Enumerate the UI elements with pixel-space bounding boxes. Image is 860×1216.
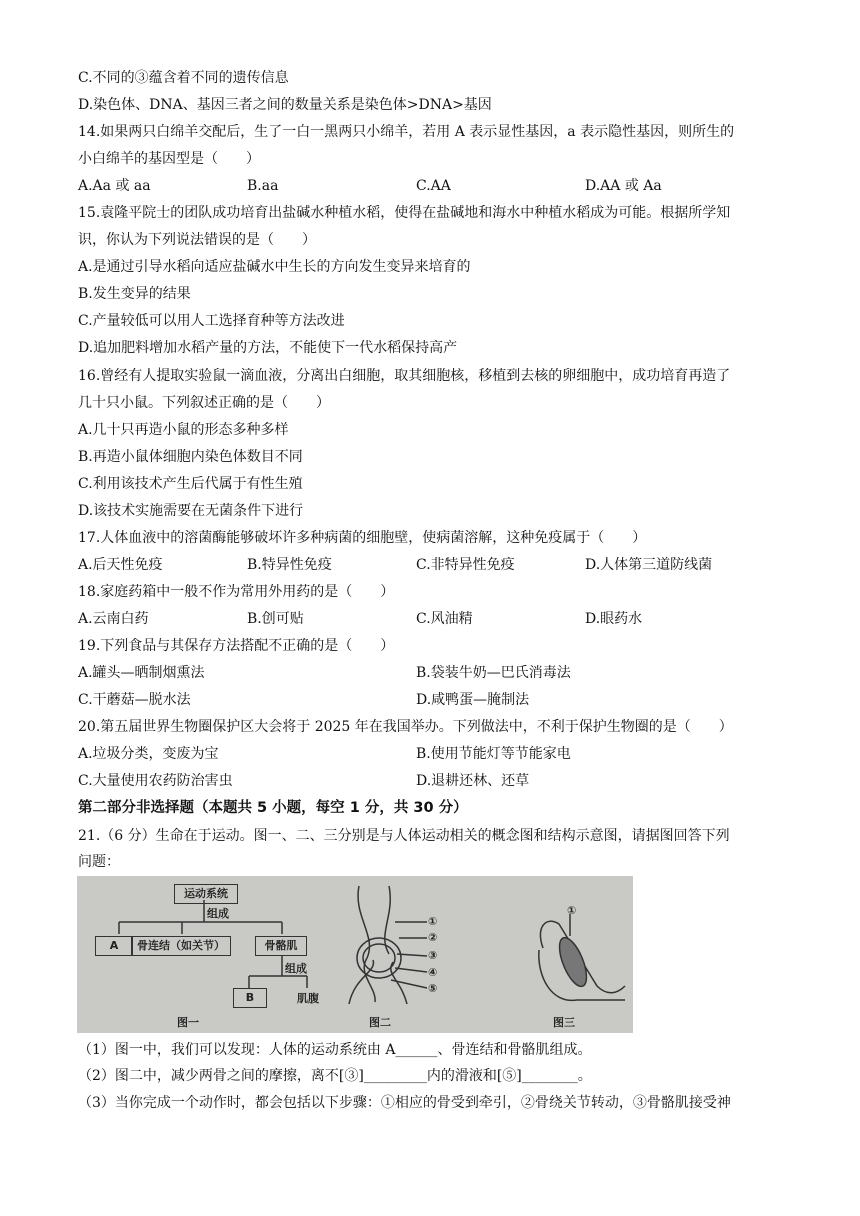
q20-option-d: D.退耕还林、还草: [416, 773, 530, 789]
section-heading: 第二部分非选择题（本题共 5 小题，每空 1 分，共 30 分）: [78, 800, 468, 816]
q13-option-c: C.不同的③蕴含着不同的遗传信息: [78, 70, 289, 86]
q15-option-d: D.追加肥料增加水稻产量的方法，不能使下一代水稻保持高产: [78, 340, 458, 356]
q14-stem-cont: 小白绵羊的基因型是（ ）: [78, 151, 260, 167]
q16-option-a: A.几十只再造小鼠的形态多种多样: [78, 422, 289, 438]
q20-stem: 20.第五届世界生物圈保护区大会将于 2025 年在我国举办。下列做法中，不利于保护生物圈的是（ ）: [78, 719, 733, 735]
marker-4: ④: [428, 966, 438, 979]
box-muscle: 骨骼肌: [255, 936, 307, 956]
marker-2: ②: [428, 931, 438, 944]
q19-stem: 19.下列食品与其保存方法搭配不正确的是（ ）: [78, 638, 395, 654]
marker-5: ⑤: [428, 982, 438, 995]
q15-stem-cont: 识，你认为下列说法错误的是（ ）: [78, 232, 316, 248]
q18-option-d: D.眼药水: [585, 611, 643, 627]
tendon-label: 肌腹: [297, 992, 319, 1005]
q15-option-b: B.发生变异的结果: [78, 286, 191, 302]
q16-stem: 16.曾经有人提取实验鼠一滴血液，分离出白细胞，取其细胞核，移植到去核的卵细胞中，成功培育再造了: [78, 368, 731, 384]
q13-option-d: D.染色体、DNA、基因三者之间的数量关系是染色体>DNA>基因: [78, 97, 492, 113]
q14-option-a: A.Aa 或 aa: [78, 178, 151, 194]
q18-option-b: B.创可贴: [247, 611, 304, 627]
q21-part-3: （3）当你完成一个动作时，都会包括以下步骤：①相应的骨受到牵引，②骨绕关节转动，③骨骼肌接受神: [78, 1095, 731, 1111]
q21-stem-cont: 问题：: [78, 854, 120, 870]
concept-root: 运动系统: [174, 884, 238, 904]
q20-option-a: A.垃圾分类，变废为宝: [78, 746, 219, 762]
q17-option-d: D.人体第三道防线菌: [585, 557, 713, 573]
q19-option-c: C.干蘑菇—脱水法: [78, 692, 191, 708]
box-b: B: [233, 988, 267, 1008]
compose-label-1: 组成: [207, 907, 229, 920]
caption-fig3: 图三: [553, 1016, 575, 1029]
q19-option-d: D.咸鸭蛋—腌制法: [416, 692, 530, 708]
q14-stem: 14.如果两只白绵羊交配后，生了一白一黑两只小绵羊，若用 A 表示显性基因，a 表示隐性基因，则所生的: [78, 124, 735, 140]
box-joint: 骨连结（如关节）: [131, 936, 231, 956]
caption-fig2: 图二: [369, 1016, 391, 1029]
q14-option-d: D.AA 或 Aa: [585, 178, 662, 194]
q16-option-c: C.利用该技术产生后代属于有性生殖: [78, 476, 303, 492]
q20-option-b: B.使用节能灯等节能家电: [416, 746, 571, 762]
q16-stem-cont: 几十只小鼠。下列叙述正确的是（ ）: [78, 395, 330, 411]
marker-1: ①: [428, 915, 438, 928]
q18-stem: 18.家庭药箱中一般不作为常用外用药的是（ ）: [78, 584, 395, 600]
q17-stem: 17.人体血液中的溶菌酶能够破坏许多种病菌的细胞壁，使病菌溶解，这种免疫属于（ ）: [78, 530, 647, 546]
marker-3: ③: [428, 949, 438, 962]
q16-option-d: D.该技术实施需要在无菌条件下进行: [78, 503, 304, 519]
figure-panel: [77, 876, 633, 1033]
q21-part-1: （1）图一中，我们可以发现：人体的运动系统由 A______、骨连结和骨骼肌组成。: [78, 1042, 592, 1058]
q15-option-a: A.是通过引导水稻向适应盐碱水中生长的方向发生变异来培育的: [78, 259, 471, 275]
q21-stem: 21.（6 分）生命在于运动。图一、二、三分别是与人体运动相关的概念图和结构示意图，请据图回答下列: [78, 828, 730, 844]
q15-stem: 15.袁隆平院士的团队成功培育出盐碱水种植水稻，使得在盐碱地和海水中种植水稻成为可能。根据所学知: [78, 205, 731, 221]
q20-option-c: C.大量使用农药防治害虫: [78, 773, 233, 789]
q18-option-a: A.云南白药: [78, 611, 149, 627]
q14-option-b: B.aa: [247, 178, 279, 194]
fig3-marker-1: ①: [567, 904, 577, 917]
compose-label-2: 组成: [285, 962, 307, 975]
q14-option-c: C.AA: [416, 178, 451, 194]
q15-option-c: C.产量较低可以用人工选择育种等方法改进: [78, 313, 345, 329]
q19-option-b: B.袋装牛奶—巴氏消毒法: [416, 665, 571, 681]
q16-option-b: B.再造小鼠体细胞内染色体数目不同: [78, 449, 303, 465]
q17-option-b: B.特异性免疫: [247, 557, 332, 573]
q17-option-a: A.后天性免疫: [78, 557, 163, 573]
q21-part-2: （2）图二中，减少两骨之间的摩擦，离不[③]_________内的滑液和[⑤]________。: [78, 1068, 592, 1084]
q18-option-c: C.风油精: [416, 611, 473, 627]
q17-option-c: C.非特异性免疫: [416, 557, 515, 573]
box-a: A: [95, 936, 133, 956]
caption-fig1: 图一: [177, 1016, 199, 1029]
q19-option-a: A.罐头—晒制烟熏法: [78, 665, 205, 681]
